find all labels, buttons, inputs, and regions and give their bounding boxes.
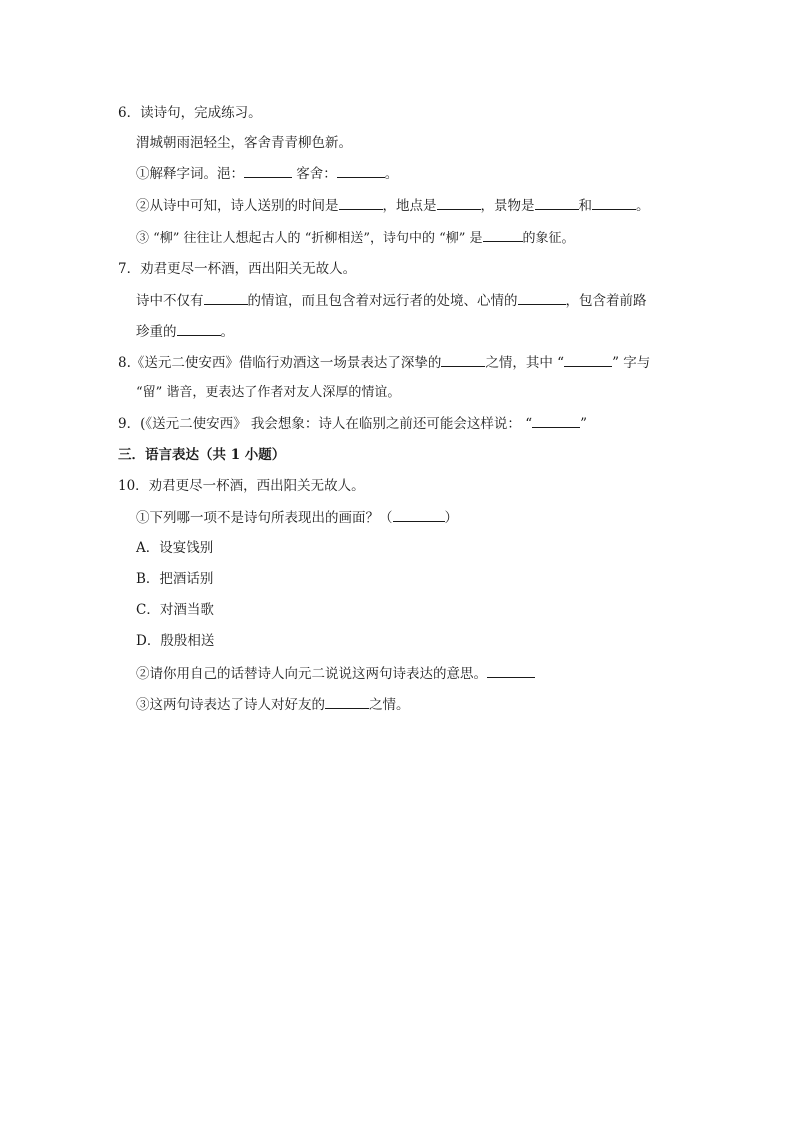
q10-sub3-text: ③这两句诗表达了诗人对好友的 — [136, 697, 325, 713]
q9-line1-end: ” — [580, 416, 587, 432]
q7-title: 7．劝君更尽一杯酒，西出阳关无故人。 — [118, 261, 357, 277]
q10-sub1 — [136, 508, 458, 527]
q6-sub1-text-b: 客舍： — [292, 166, 337, 182]
q10-sub2-text: ②请你用自己的话替诗人向元二说说这两句诗表达的意思。 — [136, 666, 487, 682]
q8-line1-text-a: 8.《送元二使安西》借临行劝酒这一场景表达了深挚的 — [118, 355, 442, 371]
q7-line1-text-a: 诗中不仅有 — [136, 293, 204, 309]
section-title: 三．语言表达（共 1 小题） — [118, 447, 286, 463]
q7-line2 — [136, 322, 234, 341]
q10-option-c[interactable]: C．对酒当歌 — [136, 602, 214, 618]
answer-blank[interactable] — [337, 164, 385, 178]
q7-line2-end: 。 — [220, 324, 234, 340]
q6-sub1 — [136, 164, 398, 183]
q6-sub1-end: 。 — [384, 166, 399, 182]
q10-option-d[interactable]: D．殷殷相送 — [136, 633, 215, 649]
q6-sub2-text-c: ，景物是 — [480, 198, 535, 214]
q6-title: 6．读诗句，完成练习。 — [118, 105, 262, 121]
answer-blank[interactable] — [437, 196, 481, 210]
q10-sub3 — [136, 695, 410, 714]
q8-line1 — [118, 353, 650, 372]
q10-title: 10．劝君更尽一杯酒，西出阳关无故人。 — [118, 478, 365, 494]
answer-blank[interactable] — [592, 196, 636, 210]
answer-blank[interactable] — [393, 508, 445, 522]
q6-sub2 — [136, 196, 650, 215]
q8-line1-text-c: ” 字与 — [612, 355, 651, 371]
answer-blank[interactable] — [244, 164, 292, 178]
q8-line1-text-b: 之情，其中 “ — [485, 355, 565, 371]
q6-sub3-text-a: ③ “柳” 往往让人想起古人的 “折柳相送”，诗句中的 “柳” 是 — [136, 231, 483, 246]
q6-sub3-end: 的象征。 — [522, 231, 575, 246]
answer-blank[interactable] — [177, 322, 221, 336]
q10-sub2 — [136, 664, 535, 683]
q10-sub1-end: ） — [444, 510, 458, 526]
q7-line1-text-c: ，包含着前路 — [565, 293, 647, 309]
q10-option-a[interactable]: A．设宴饯别 — [136, 540, 214, 556]
answer-blank[interactable] — [339, 196, 383, 210]
q10-sub3-end: 之情。 — [369, 697, 410, 713]
q8-line2: “留” 谐音，更表达了作者对友人深厚的情谊。 — [136, 385, 401, 400]
q10-sub1-text: ①下列哪一项不是诗句所表现出的画面？（ — [136, 510, 393, 526]
q7-line1 — [136, 291, 647, 310]
q6-poem: 渭城朝雨浥轻尘，客舍青青柳色新。 — [136, 135, 352, 151]
answer-blank[interactable] — [518, 291, 566, 305]
answer-blank[interactable] — [532, 414, 580, 428]
q6-sub2-end: 。 — [636, 198, 650, 214]
answer-blank[interactable] — [441, 353, 485, 367]
q9-line1-text-a: 9．(《送元二使安西》 我会想象：诗人在临别之前还可能会这样说： “ — [118, 416, 533, 432]
q6-sub1-text-a: ①解释字词。浥： — [136, 166, 244, 182]
answer-blank[interactable] — [535, 196, 579, 210]
q6-sub3 — [136, 228, 575, 248]
answer-blank[interactable] — [325, 695, 369, 709]
q6-sub2-text-b: ，地点是 — [382, 198, 437, 214]
answer-blank[interactable] — [487, 664, 535, 678]
answer-blank[interactable] — [483, 228, 523, 242]
q7-line2-text-a: 珍重的 — [136, 324, 177, 340]
q7-line1-text-b: 的情谊，而且包含着对远行者的处境、心情的 — [247, 293, 518, 309]
answer-blank[interactable] — [204, 291, 248, 305]
answer-blank[interactable] — [564, 353, 612, 367]
q6-sub2-text-d: 和 — [578, 198, 592, 214]
q6-sub2-text-a: ②从诗中可知，诗人送别的时间是 — [136, 198, 339, 214]
q10-option-b[interactable]: B．把酒话别 — [136, 571, 214, 587]
q9-line1 — [118, 414, 587, 433]
